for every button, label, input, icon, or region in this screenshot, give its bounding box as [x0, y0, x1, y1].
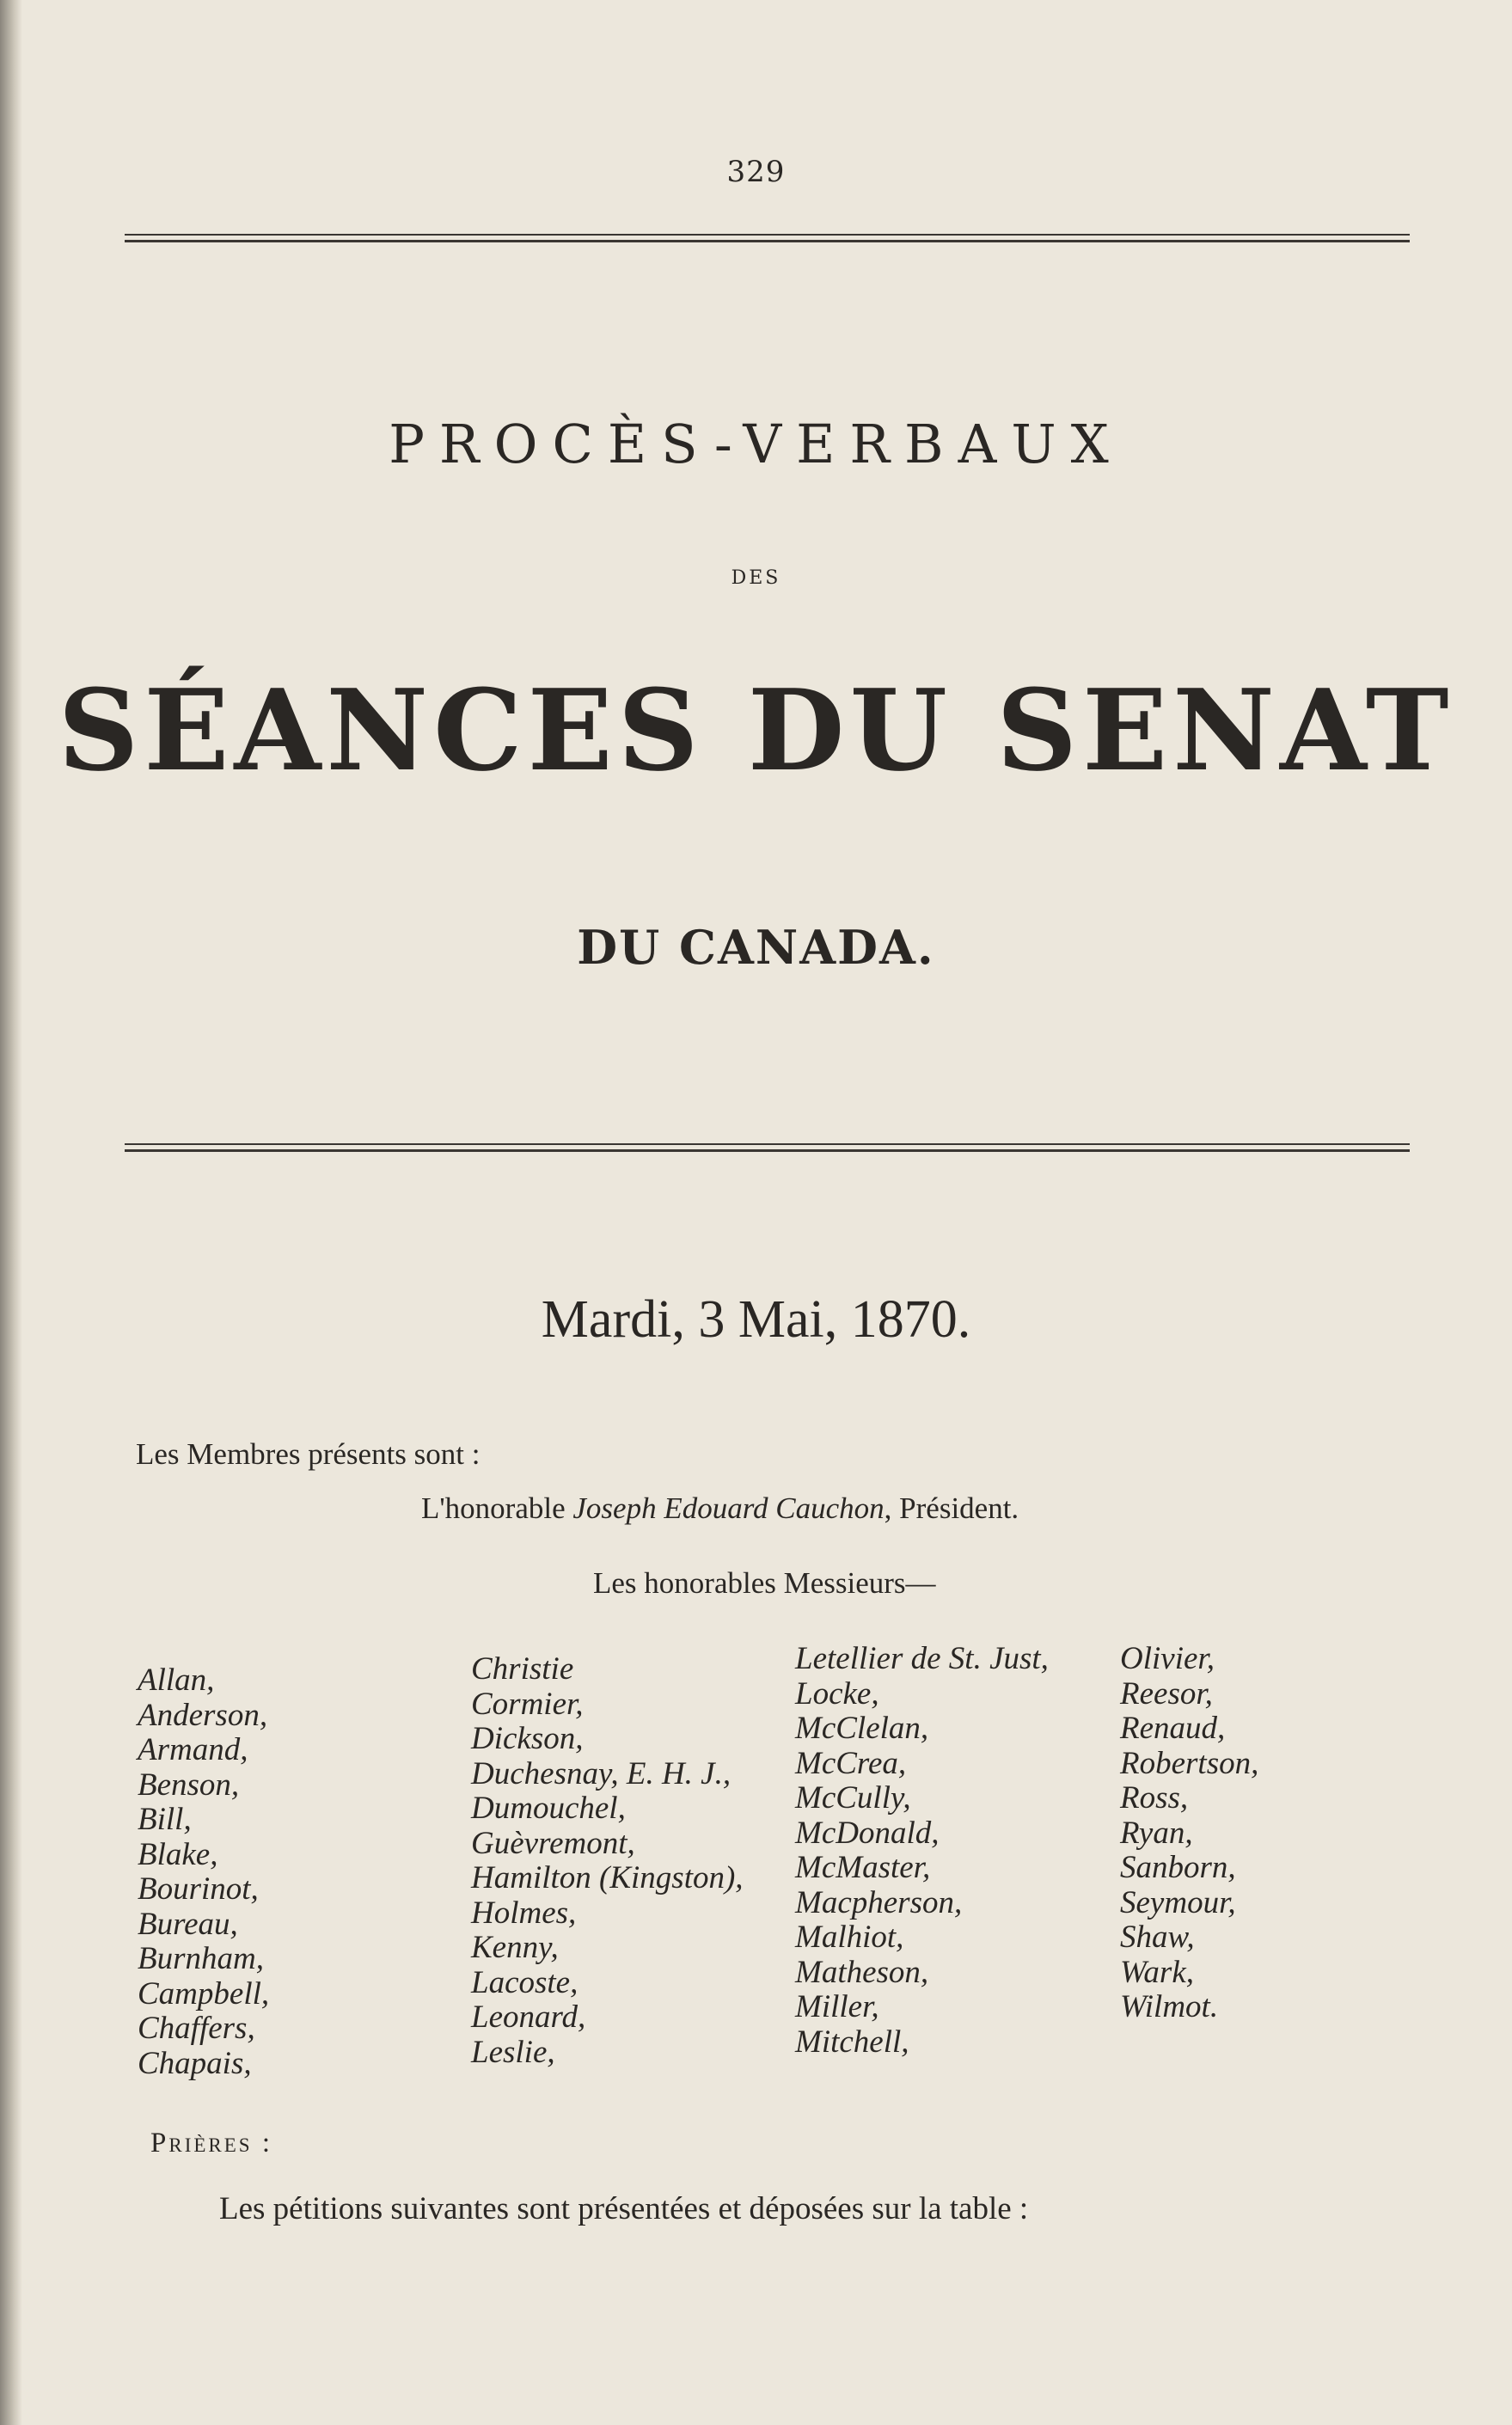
member-name: Chapais,: [138, 2045, 252, 2081]
member-name: Locke,: [795, 1675, 879, 1712]
member-name: Robertson,: [1120, 1745, 1259, 1781]
member-name: Kenny,: [471, 1930, 559, 1965]
member-name: Malhiot,: [795, 1920, 904, 1955]
member-name: Bill,: [138, 1802, 192, 1837]
member-name: Hamilton (Kingston),: [471, 1860, 744, 1895]
member-name: Reesor,: [1120, 1675, 1213, 1712]
title-du-canada: DU CANADA.: [577, 920, 935, 975]
member-name: Seymour,: [1120, 1884, 1236, 1920]
member-name: Miller,: [795, 1989, 879, 2024]
member-name: McMaster,: [795, 1850, 931, 1885]
member-name: Benson,: [138, 1767, 240, 1803]
member-name: Ryan,: [1120, 1815, 1193, 1851]
member-name: Ross,: [1120, 1780, 1189, 1816]
member-name: Olivier,: [1120, 1641, 1215, 1676]
member-name: Dickson,: [471, 1721, 584, 1756]
members-intro: Les Membres présents sont :: [136, 1437, 481, 1471]
member-name: McClelan,: [795, 1711, 929, 1746]
member-name: Mitchell,: [795, 2024, 909, 2060]
members-column-2: [471, 1652, 744, 2070]
member-name: Cormier,: [471, 1686, 584, 1722]
petitions-line: Les pétitions suivantes sont présentées et déposées sur la table :: [219, 2191, 1029, 2226]
session-date: Mardi, 3 Mai, 1870.: [541, 1290, 971, 1349]
member-name: Bureau,: [138, 1906, 238, 1942]
member-name: Shaw,: [1120, 1920, 1195, 1955]
member-name: McCrea,: [795, 1745, 907, 1781]
member-name: Armand,: [138, 1732, 248, 1767]
top-double-rule: [125, 234, 1410, 242]
president-name: Joseph Edouard Cauchon: [572, 1491, 885, 1525]
member-name: Wilmot.: [1120, 1989, 1219, 2024]
member-name: Holmes,: [471, 1895, 577, 1931]
honorables-heading: Les honorables Messieurs—: [593, 1566, 936, 1600]
member-name: Lacoste,: [471, 1964, 578, 2000]
prieres-heading: Prières :: [150, 2128, 273, 2159]
member-name: Dumouchel,: [471, 1791, 626, 1826]
president-prefix: L'honorable: [421, 1491, 566, 1525]
title-des: DES: [731, 567, 781, 589]
title-proces-verbaux: PROCÈS-VERBAUX: [389, 413, 1123, 475]
member-name: Leonard,: [471, 1999, 586, 2035]
member-name: Letellier de St. Just,: [795, 1641, 1049, 1676]
members-column-1: [138, 1663, 269, 2081]
member-name: Wark,: [1120, 1954, 1194, 1990]
member-name: Macpherson,: [795, 1884, 963, 1920]
members-column-4: [1120, 1642, 1258, 2025]
member-name: Duchesnay, E. H. J.,: [471, 1755, 732, 1791]
members-column-3: [795, 1642, 1049, 2060]
member-name: Chaffers,: [138, 2011, 255, 2046]
page-number: 329: [726, 155, 786, 189]
member-name: Allan,: [138, 1663, 215, 1698]
member-name: Sanborn,: [1120, 1850, 1236, 1885]
member-name: Leslie,: [471, 2034, 555, 2070]
book-spine-shadow: [0, 0, 22, 2425]
member-name: Burnham,: [138, 1941, 264, 1976]
member-name: Blake,: [138, 1836, 218, 1872]
member-name: McDonald,: [795, 1815, 940, 1851]
member-name: Bourinot,: [138, 1871, 259, 1907]
title-seances-du-senat: SÉANCES DU SENAT: [58, 664, 1454, 796]
middle-double-rule: [125, 1143, 1410, 1152]
member-name: Guèvremont,: [471, 1825, 635, 1861]
member-name: McCully,: [795, 1780, 911, 1816]
member-name: Matheson,: [795, 1954, 929, 1990]
president-suffix: , Président.: [884, 1491, 1019, 1525]
member-name: Campbell,: [138, 1975, 270, 2012]
president-line: [421, 1491, 1019, 1526]
member-name: Anderson,: [138, 1697, 268, 1733]
member-name: Christie: [471, 1651, 574, 1687]
member-name: Renaud,: [1120, 1711, 1226, 1746]
